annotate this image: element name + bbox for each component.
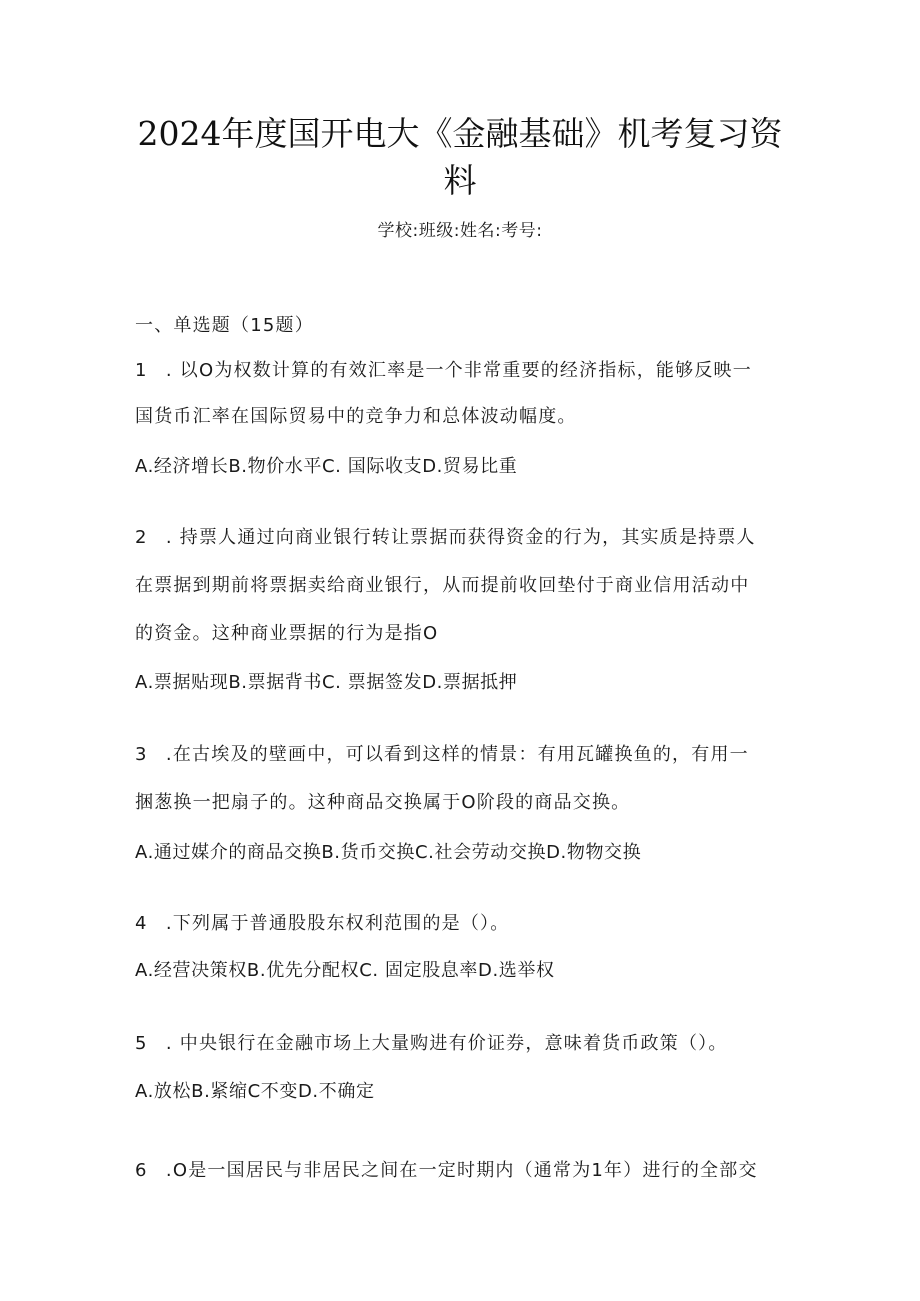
question-text: .O是一国居民与非居民之间在一定时期内（通常为1年）进行的全部交 [159,1160,758,1181]
section-heading: 一、单选题（15题） [135,315,314,336]
question-number: 2 [135,527,148,548]
question-3-options: A.通过媒介的商品交换B.货币交换C.社会劳动交换D.物物交换 [135,842,642,863]
question-5-options: A.放松B.紧缩C不变D.不确定 [135,1081,375,1102]
document-title-line-2: 料 [443,161,477,200]
question-2-stem-line-2: 在票据到期前将票据卖给商业银行，从而提前收回垫付于商业信用活动中 [135,575,750,596]
question-1-stem-line-2: 国货币汇率在国际贸易中的竞争力和总体波动幅度。 [135,406,577,427]
question-number: 1 [135,360,148,381]
question-3-stem-line-1 [135,741,795,769]
question-2-stem-line-1 [135,524,795,552]
question-2-options: A.票据贴现B.票据背书C. 票据签发D.票据抵押 [135,672,518,693]
question-text: .下列属于普通股股东权利范围的是（）。 [159,913,510,934]
student-info-line: 学校:班级:姓名:考号: [377,221,543,241]
question-4-stem-line-1 [135,910,795,938]
question-3-stem-line-2: 捆葱换一把扇子的。这种商品交换属于O阶段的商品交换。 [135,792,631,813]
question-number: 5 [135,1033,148,1054]
question-text: . 以O为权数计算的有效汇率是一个非常重要的经济指标，能够反映一 [159,360,752,381]
question-4-options: A.经营决策权B.优先分配权C. 固定股息率D.选举权 [135,960,555,981]
question-1-options: A.经济增长B.物价水平C. 国际收支D.贸易比重 [135,456,518,477]
question-number: 3 [135,744,148,765]
question-2-stem-line-3: 的资金。这种商业票据的行为是指O [135,623,439,644]
question-number: 4 [135,913,148,934]
question-6-stem-line-1 [135,1157,795,1185]
question-text: . 持票人通过向商业银行转让票据而获得资金的行为，其实质是持票人 [159,527,756,548]
question-1-stem-line-1 [135,357,795,385]
question-text: . 中央银行在金融市场上大量购进有价证券，意味着货币政策（）。 [159,1033,728,1054]
document-title-line-1: 2024年度国开电大《金融基础》机考复习资 [137,114,783,153]
question-text: .在古埃及的壁画中，可以看到这样的情景：有用瓦罐换鱼的，有用一 [159,744,749,765]
question-5-stem-line-1 [135,1030,795,1058]
question-number: 6 [135,1160,148,1181]
